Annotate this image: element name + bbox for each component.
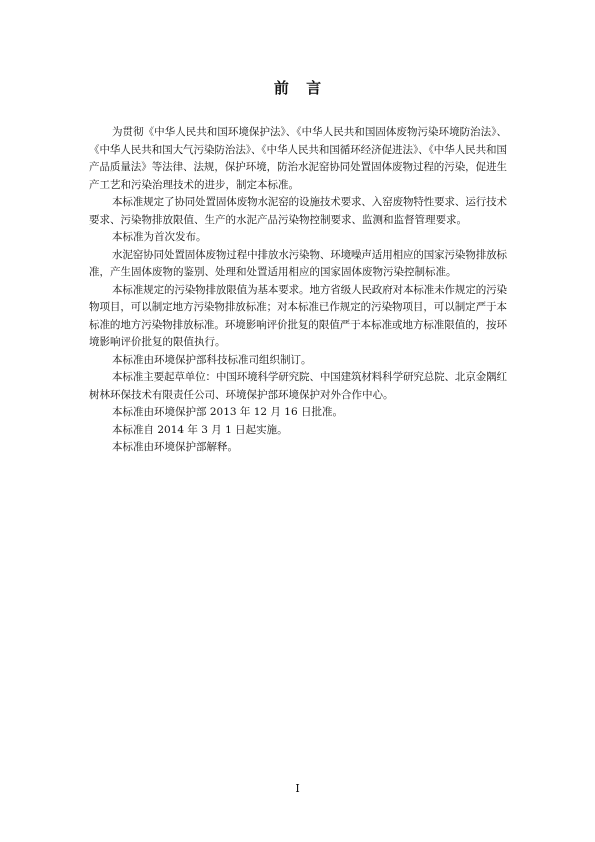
preface-paragraph [89,422,507,440]
page-title: 前 言 [273,79,322,97]
preface-paragraph [89,229,507,247]
preface-paragraph [89,439,507,457]
preface-paragraph [89,404,507,422]
paragraph-line: 产品质量法》等法律、法规，保护环境，防治水泥窑协同处置固体废物过程的污染，促进生 [89,161,507,173]
paragraph-line: 本标准由环境保护部 2013 年 12 月 16 日批准。 [112,406,343,418]
paragraph-line: 《中华人民共和国大气污染防治法》、《中华人民共和国循环经济促进法》、《中华人民共和国 [89,143,507,156]
page-number: I [295,782,300,795]
preface-paragraph [89,352,507,370]
paragraph-line: 水泥窑协同处置固体废物过程中排放水污染物、环境噪声适用相应的国家污染物排放标 [112,248,507,261]
paragraph-line: 本标准主要起草单位：中国环境科学研究院、中国建筑材料科学研究总院、北京金隅红 [112,371,507,383]
preface-body [89,124,507,457]
paragraph-line: 准，产生固体废物的鉴别、处理和处置适用相应的国家固体废物污染控制标准。 [89,266,457,278]
preface-paragraph [89,124,507,194]
paragraph-line: 产工艺和污染治理技术的进步，制定本标准。 [89,178,299,191]
paragraph-line: 树林环保技术有限责任公司、环境保护部环境保护对外合作中心。 [89,388,394,401]
paragraph-line: 本标准为首次发布。 [112,231,207,243]
paragraph-line: 本标准由环境保护部解释。 [112,441,238,453]
paragraph-line: 本标准规定的污染物排放限值为基本要求。地方省级人民政府对本标准未作规定的污染 [112,283,507,296]
paragraph-line: 标准的地方污染物排放标准。环境影响评价批复的限值严于本标准或地方标准限值的，按环 [89,318,507,331]
paragraph-line: 物项目，可以制定地方污染物排放标准；对本标准已作规定的污染物项目，可以制定严于本 [89,301,507,313]
paragraph-line: 本标准自 2014 年 3 月 1 日起实施。 [112,423,288,436]
paragraph-line: 为贯彻《中华人民共和国环境保护法》、《中华人民共和国固体废物污染环境防治法》、 [112,126,508,138]
paragraph-line: 要求、污染物排放限值、生产的水泥产品污染物控制要求、监测和监督管理要求。 [89,213,467,226]
preface-paragraph [89,282,507,352]
paragraph-line: 本标准规定了协同处置固体废物水泥窑的设施技术要求、入窑废物特性要求、运行技术 [112,196,507,208]
preface-paragraph [89,247,507,282]
preface-paragraph [89,369,507,404]
preface-paragraph [89,194,507,229]
paragraph-line: 境影响评价批复的限值执行。 [89,336,226,348]
paragraph-line: 本标准由环境保护部科技标准司组织制订。 [112,353,312,366]
